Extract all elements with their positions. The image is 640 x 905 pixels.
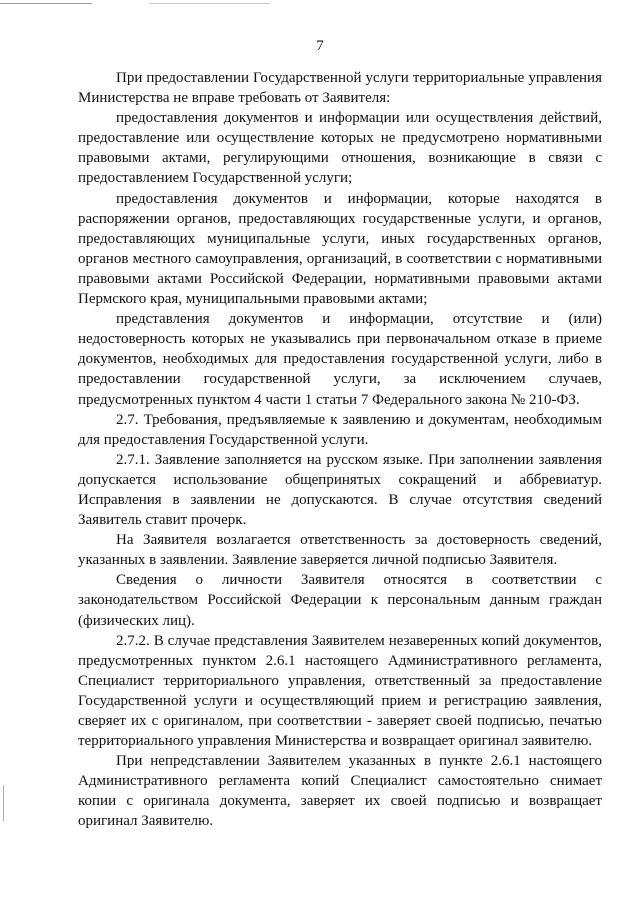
- scan-margin-mark: [3, 785, 4, 821]
- paragraph-intro: При предоставлении Государственной услуги территориальные управления Министерства не вправе требовать от Заявителя:: [78, 70, 602, 107]
- scan-border-line: [150, 3, 270, 4]
- paragraph-item-actions: предоставления документов и информации или осуществления действий, предоставление или осуществление которых не предусмотрено нормативными правовыми актами, регулирующими отношения, возникающие в связи с предоставлением Государственной услуги;: [78, 110, 602, 187]
- scan-border-line: [0, 3, 92, 4]
- paragraph-section-2-7: 2.7. Требования, предъявляемые к заявлению и документам, необходимым для предоставления Государственной услуги.: [78, 411, 602, 448]
- paragraph-personal-data: Сведения о личности Заявителя относятся в соответствии с законодательством Российской Федерации к персональным данным граждан (физических лиц).: [78, 572, 602, 629]
- paragraph-applicant-responsibility: На Заявителя возлагается ответственность за достоверность сведений, указанных в заявлении. Заявление заверяется личной подписью Заявителя.: [78, 532, 602, 569]
- paragraph-section-2-7-2: 2.7.2. В случае представления Заявителем незаверенных копий документов, предусмотренных пунктом 2.6.1 настоящего Административного регламента, Специалист территориального управления, ответственный за предоставление Государственной услуги и осуществляющий прием и регистрацию заявления, сверяет их с оригиналом, при соответствии - заверяет своей подписью, печатью территориального управления Министерства и возвращает оригинал заявителю.: [78, 632, 602, 750]
- paragraph-copies-by-specialist: При непредставлении Заявителем указанных в пункте 2.6.1 настоящего Административного регламента копий Специалист самостоятельно снимает копии с оригинала документа, заверяет их своей подписью и возвращает оригинал Заявителю.: [78, 753, 602, 830]
- document-body: [78, 68, 602, 832]
- paragraph-section-2-7-1: 2.7.1. Заявление заполняется на русском языке. При заполнении заявления допускается использование общепринятых сокращений и аббревиатур. Исправления в заявлении не допускаются. В случае отсутствия сведений Заявитель ставит прочерк.: [78, 451, 602, 529]
- paragraph-item-documents-in-possession: предоставления документов и информации, которые находятся в распоряжении органов, предоставляющих государственные услуги, и органов, предоставляющих муниципальные услуги, иных государственных органов, органов местного самоуправления, организаций, в соответствии с нормативными правовыми актами Российской Федерации, нормативными правовыми актами Пермского края, муниципальными правовыми актами;: [78, 190, 602, 308]
- page-number: 7: [316, 38, 324, 54]
- paragraph-item-documents-not-indicated: представления документов и информации, отсутствие и (или) недостоверность которых не указывались при первоначальном отказе в приеме документов, необходимых для предоставления государственной услуги, либо в предоставлении государственной услуги, за исключением случаев, предусмотренных пунктом 4 части 1 статьи 7 Федерального закона № 210-ФЗ.: [78, 311, 602, 408]
